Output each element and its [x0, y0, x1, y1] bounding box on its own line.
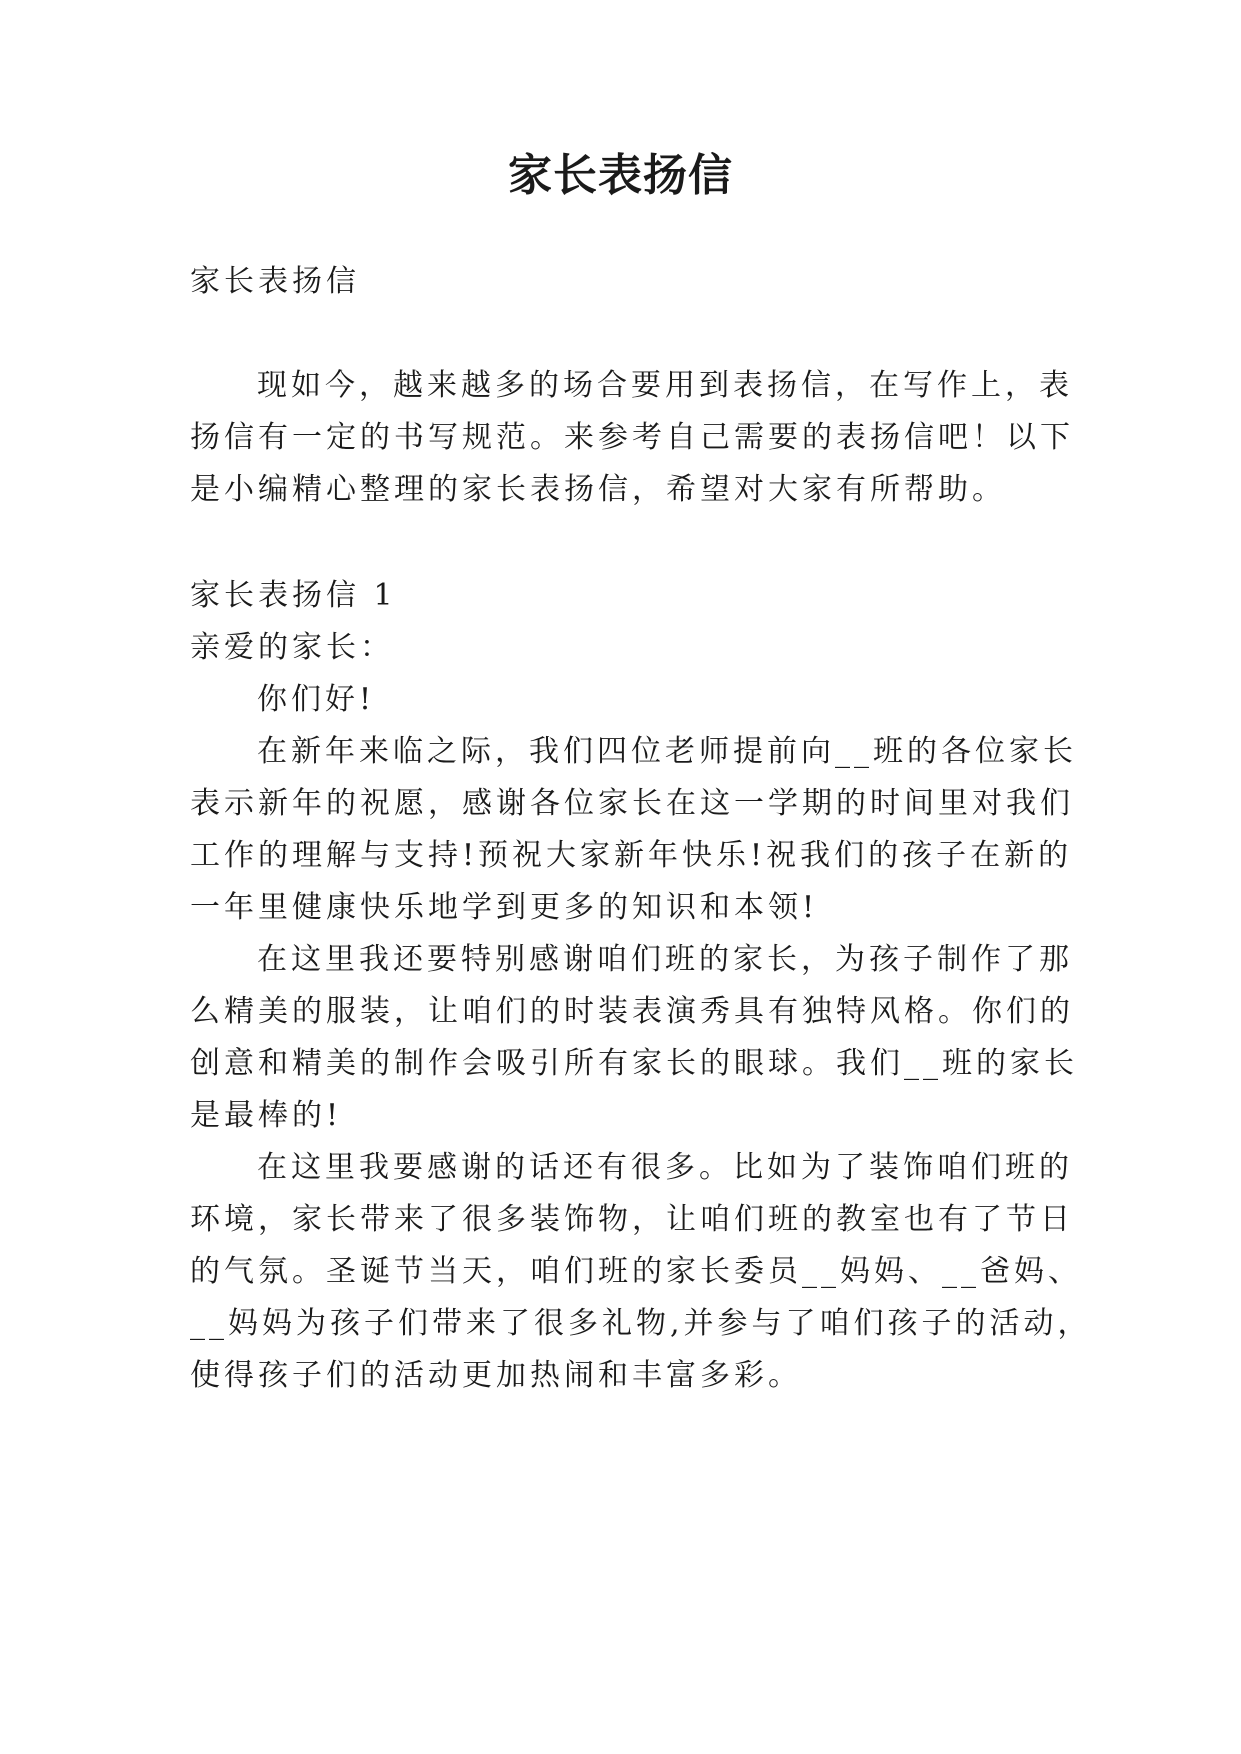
paragraph-line: 环境，家长带来了很多装饰物，让咱们班的教室也有了节日	[190, 1202, 1074, 1237]
paragraph-line: 创意和精美的制作会吸引所有家长的眼球。我们__班的家长	[190, 1046, 1078, 1081]
salutation: 亲爱的家长：	[190, 630, 394, 665]
paragraph-line: 一年里健康快乐地学到更多的知识和本领!	[190, 890, 819, 925]
document-title: 家长表扬信	[508, 150, 733, 201]
paragraph-line: 么精美的服装，让咱们的时装表演秀具有独特风格。你们的	[190, 994, 1074, 1029]
paragraph-line: 表示新年的祝愿，感谢各位家长在这一学期的时间里对我们	[190, 786, 1074, 821]
intro-line: 现如今，越来越多的场合要用到表扬信，在写作上，表	[257, 368, 1073, 403]
document-subtitle: 家长表扬信	[190, 264, 360, 299]
section-heading: 家长表扬信 1	[190, 578, 397, 613]
paragraph-line: 在新年来临之际，我们四位老师提前向__班的各位家长	[257, 734, 1077, 769]
intro-line: 扬信有一定的书写规范。来参考自己需要的表扬信吧！以下	[190, 420, 1074, 455]
paragraph-line: 工作的理解与支持!预祝大家新年快乐!祝我们的孩子在新的	[190, 838, 1073, 873]
intro-line: 是小编精心整理的家长表扬信，希望对大家有所帮助。	[190, 472, 1006, 507]
paragraph-line: 在这里我要感谢的话还有很多。比如为了装饰咱们班的	[257, 1150, 1073, 1185]
paragraph-line: 的气氛。圣诞节当天，咱们班的家长委员__妈妈、__爸妈、	[190, 1254, 1082, 1289]
paragraph-line: 使得孩子们的活动更加热闹和丰富多彩。	[190, 1358, 802, 1393]
paragraph-line: 是最棒的!	[190, 1098, 343, 1133]
paragraph-line: 在这里我还要特别感谢咱们班的家长，为孩子制作了那	[257, 942, 1073, 977]
paragraph-line: __妈妈为孩子们带来了很多礼物,并参与了咱们孩子的活动，	[190, 1306, 1092, 1341]
greeting: 你们好!	[257, 682, 376, 717]
